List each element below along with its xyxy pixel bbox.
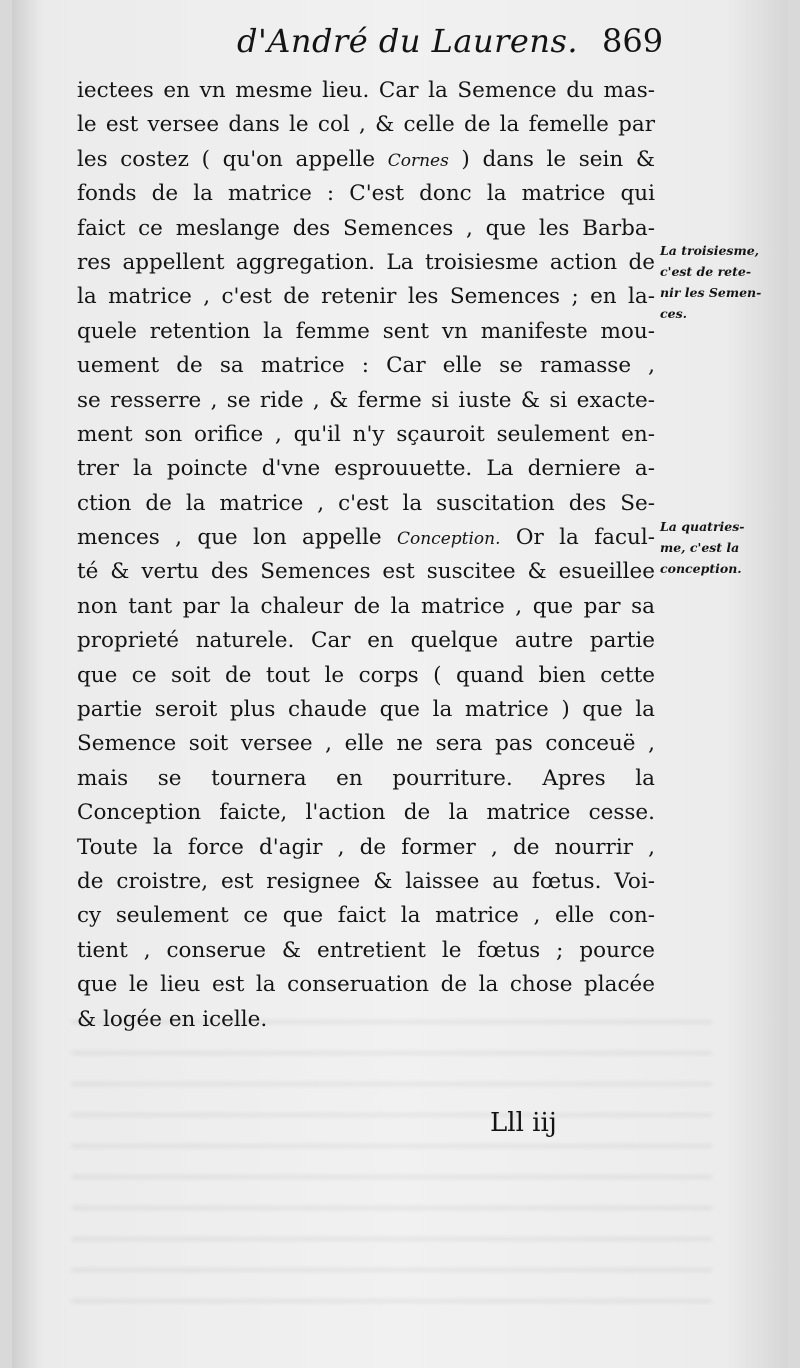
- text-line: té & vertu des Semences est suscitee & esueillee: [77, 559, 655, 585]
- text-line: partie seroit plus chaude que la matrice ) que la: [77, 697, 655, 723]
- page-number: 869: [602, 22, 664, 60]
- margin-note-line: La troisiesme,: [660, 243, 759, 258]
- margin-note-line: nir les Semen-: [660, 285, 762, 300]
- margin-note-line: La quatries-: [660, 519, 745, 534]
- margin-note-line: conception.: [660, 561, 742, 576]
- body-text: [77, 74, 655, 1037]
- text-line: Toute la force d'agir , de former , de nourrir ,: [77, 834, 655, 860]
- italic-term: Conception.: [396, 529, 501, 550]
- text-line: tient , conserue & entretient le fœtus ; pource: [77, 937, 655, 963]
- text-run: mences , que lon appelle: [77, 525, 397, 551]
- text-line: [77, 521, 655, 555]
- text-line: ment son orifice , qu'il n'y sçauroit seulement en-: [77, 421, 655, 447]
- text-line: quele retention la femme sent vn manifeste mou-: [77, 318, 655, 344]
- text-line: ction de la matrice , c'est la suscitation des Se-: [77, 490, 655, 516]
- text-line: cy seulement ce que faict la matrice , elle con-: [77, 903, 655, 929]
- text-line: & logée en icelle.: [77, 1006, 268, 1032]
- text-run: ) dans le sein &: [448, 146, 655, 172]
- text-line: proprieté naturele. Car en quelque autre partie: [77, 628, 655, 654]
- margin-note-line: me, c'est la: [660, 540, 740, 555]
- text-line: le est versee dans le col , & celle de la femelle par: [77, 112, 655, 138]
- margin-note-line: ces.: [660, 306, 687, 321]
- text-run: les costez ( qu'on appelle: [77, 146, 388, 172]
- text-line: trer la poincte d'vne esprouuette. La derniere a-: [77, 456, 655, 482]
- text-run: Or la facul-: [500, 525, 656, 551]
- text-line: que le lieu est la conseruation de la chose placée: [77, 972, 655, 998]
- text-line: res appellent aggregation. La troisiesme action de: [77, 249, 655, 275]
- margin-note-third-action: [660, 240, 790, 324]
- text-line: fonds de la matrice : C'est donc la matrice qui: [77, 181, 655, 207]
- text-line: uement de sa matrice : Car elle se ramasse ,: [77, 353, 655, 379]
- text-line: Conception faicte, l'action de la matrice cesse.: [77, 800, 655, 826]
- text-line: Semence soit versee , elle ne sera pas conceuë ,: [77, 731, 655, 757]
- signature-mark: Lll iij: [490, 1108, 557, 1138]
- show-through-bleed: [72, 1000, 712, 1330]
- text-line: iectees en vn mesme lieu. Car la Semence du mas-: [77, 78, 655, 103]
- margin-note-fourth-action: [660, 516, 790, 579]
- text-line: la matrice , c'est de retenir les Semences ; en la-: [77, 284, 655, 310]
- text-line: se resserre , se ride , & ferme si iuste & si exacte-: [77, 387, 655, 413]
- text-line: non tant par la chaleur de la matrice , que par sa: [77, 593, 655, 619]
- text-line: de croistre, est resignee & laissee au fœtus. Voi-: [77, 868, 655, 894]
- text-line: mais se tournera en pourriture. Apres la: [77, 765, 655, 791]
- text-line: [77, 143, 655, 177]
- text-line: que ce soit de tout le corps ( quand bien cette: [77, 662, 655, 688]
- italic-term: Cornes: [387, 150, 449, 171]
- margin-note-line: c'est de rete-: [660, 264, 752, 279]
- book-page: [12, 0, 788, 1368]
- text-line: faict ce meslange des Semences , que les Barba-: [77, 215, 655, 241]
- running-head: d'André du Laurens.: [237, 22, 579, 60]
